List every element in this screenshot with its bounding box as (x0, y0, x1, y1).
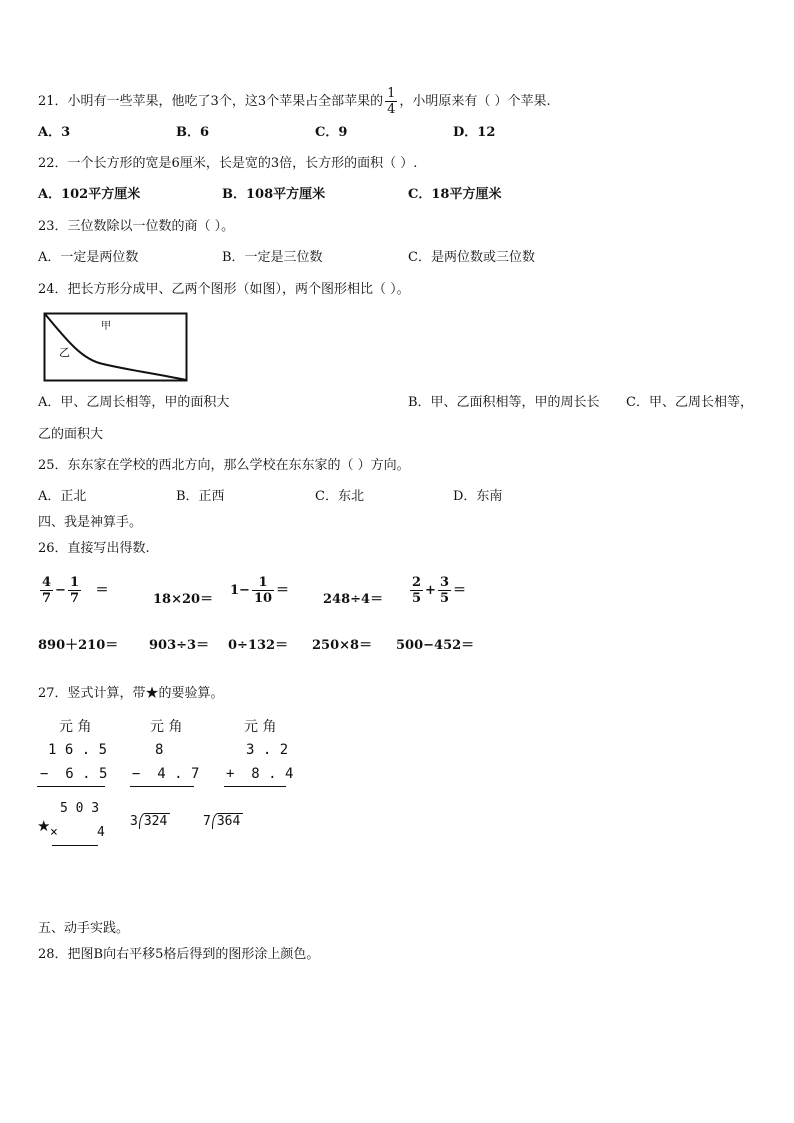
calc1-top: 1 6 . 5 (48, 742, 108, 758)
q24-option-c-continued: 乙的面积大 (38, 427, 104, 442)
q24-option-c[interactable]: C．甲、乙周长相等， (626, 395, 753, 410)
calc2-underline (130, 786, 194, 787)
calc3-underline (224, 786, 286, 787)
calc2-top: 8 (155, 742, 164, 758)
q24-option-b[interactable]: B．甲、乙面积相等，甲的周长长 (408, 395, 600, 410)
q22-option-c[interactable]: C．18平方厘米 (408, 187, 502, 202)
q26-stem: 26．直接写出得数. (38, 541, 150, 556)
calc1-underline (37, 786, 105, 787)
calc1-bottom: − 6 . 5 (40, 766, 108, 782)
q24-option-a[interactable]: A．甲、乙周长相等，甲的面积大 (38, 395, 230, 410)
q26-row2-expr-4: 250×8＝ (312, 638, 373, 653)
figure-label-jia: 甲 (101, 321, 111, 332)
q21-option-a[interactable]: A．3 (38, 125, 71, 140)
calc2-header: 元 角 (150, 719, 183, 735)
q22-stem: 22．一个长方形的宽是6厘米，长是宽的3倍，长方形的面积（ ）. (38, 156, 418, 171)
q23-option-a[interactable]: A．一定是两位数 (38, 250, 139, 265)
calc3-header: 元 角 (244, 719, 277, 735)
mul-top: 5 0 3 (60, 801, 100, 816)
long-division-1: 3 324 (130, 813, 170, 829)
q21-option-c[interactable]: C．9 (315, 125, 348, 140)
q27-stem: 27．竖式计算，带★的要验算。 (38, 686, 224, 701)
section-5-heading: 五、动手实践。 (38, 921, 130, 936)
q21-option-b[interactable]: B．6 (176, 125, 210, 140)
mul-underline (52, 845, 98, 846)
q21-fraction: $\frac{1}{4}$ (387, 86, 396, 117)
q21-stem (38, 87, 551, 116)
q26-row2-expr-1: 890＋210＝ (38, 638, 119, 653)
section-4-heading: 四、我是神算手。 (38, 515, 143, 530)
mul-bottom: × 4 (50, 825, 105, 840)
q23-option-b[interactable]: B．一定是三位数 (222, 250, 323, 265)
q26-expr-2: 18×20＝ (153, 592, 214, 607)
star-icon: ★ (37, 817, 51, 835)
q26-expr-5: $\frac{2}{5}$ + $\frac{3}{5}$ ＝ (412, 575, 467, 606)
q26-row2-expr-3: 0÷132＝ (228, 638, 289, 653)
q26-row2-expr-2: 903÷3＝ (149, 638, 210, 653)
long-division-2: 7 364 (203, 813, 243, 829)
calc3-bottom: + 8 . 4 (226, 766, 294, 782)
q21-text-a: 21．小明有一些苹果，他吃了3个，这3个苹果占全部苹果的 (38, 94, 384, 109)
calc2-bottom: − 4 . 7 (132, 766, 200, 782)
q22-option-b[interactable]: B．108平方厘米 (222, 187, 326, 202)
calc1-header: 元 角 (59, 719, 92, 735)
q23-option-c[interactable]: C．是两位数或三位数 (408, 250, 535, 265)
q25-stem: 25．东东家在学校的西北方向，那么学校在东东家的（ ）方向。 (38, 458, 410, 473)
q22-option-a[interactable]: A．102平方厘米 (38, 187, 141, 202)
figure-label-yi: 乙 (59, 346, 70, 359)
q28-stem: 28．把图B向右平移5格后得到的图形涂上颜色。 (38, 947, 320, 962)
q25-option-d[interactable]: D．东南 (453, 489, 503, 504)
q25-option-b[interactable]: B．正西 (176, 489, 225, 504)
q25-option-c[interactable]: C．东北 (315, 489, 364, 504)
q26-expr-3: 1− $\frac{1}{10}$ ＝ (230, 575, 290, 606)
q25-option-a[interactable]: A．正北 (38, 489, 87, 504)
q21-option-d[interactable]: D．12 (453, 125, 496, 140)
q21-text-b: ，小明原来有（ ）个苹果. (399, 94, 551, 109)
q26-expr-4: 248÷4＝ (323, 592, 384, 607)
calc3-top: 3 . 2 (246, 742, 289, 758)
q26-expr-1: $\frac{4}{7}$ − $\frac{1}{7}$ ＝ (42, 575, 109, 606)
q24-rectangle-figure (43, 312, 193, 386)
q23-stem: 23．三位数除以一位数的商（ ）。 (38, 219, 235, 234)
q26-row2-expr-5: 500−452＝ (396, 638, 475, 653)
q24-stem: 24．把长方形分成甲、乙两个图形（如图），两个图形相比（ ）。 (38, 282, 410, 297)
